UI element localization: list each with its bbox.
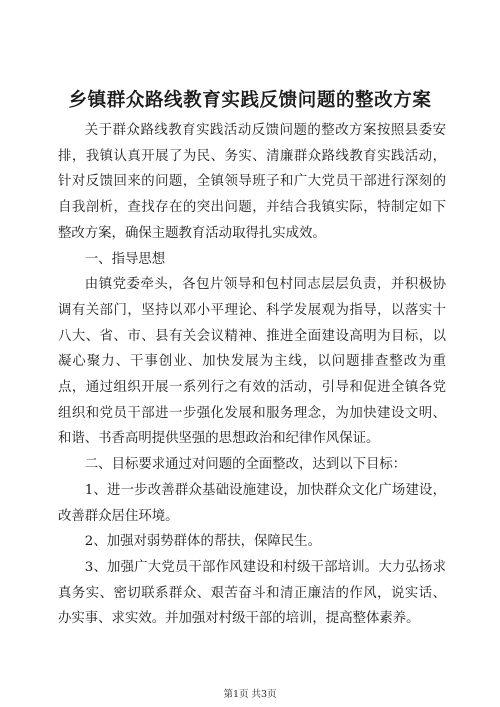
page-number: 第1页 共3页: [223, 689, 277, 700]
paragraph-goal-3: 3、加强广大党员干部作风建设和村级干部培训。大力弘扬求真务实、密切联系群众、艰苦奋斗和清正廉洁的作风，说实话、办实事、求实效。并加强对村级干部的培训，提高整体素养。: [58, 559, 446, 627]
section-heading-goals: 二、目标要求通过对问题的全面整改，达到以下目标：: [84, 457, 407, 473]
paragraph-guiding-thought: 由镇党委牵头，各包片领导和包村同志层层负责，并积极协调有关部门，坚持以邓小平理论、科学发展观为指导，以落实十八大、省、市、县有关会议精神、推进全面建设高明为目标，以凝心聚力、干事创业、加快发展为主线，以问题排查整改为重点，通过组织开展一系列行之有效的活动，引导和促进全镇各党组织和党员干部进一步强化发展和服务理念，为加快建设文明、和谐、书香高明提供坚强的思想政治和纪律作风保证。: [58, 277, 446, 447]
document-title: 乡镇群众路线教育实践反馈问题的整改方案: [68, 90, 432, 111]
document-body: [58, 118, 446, 632]
paragraph-intro: 关于群众路线教育实践活动反馈问题的整改方案按照县委安排，我镇认真开展了为民、务实、清廉群众路线教育实践活动，针对反馈回来的问题，全镇领导班子和广大党员干部进行深刻的自我剖析，查找存在的突出问题，并结合我镇实际，特制定如下整改方案，确保主题教育活动取得扎实成效。: [58, 123, 446, 241]
paragraph-goal-2: 2、加强对弱势群体的帮扶，保障民生。: [84, 534, 321, 550]
section-heading-guiding-thought: 一、指导思想: [84, 251, 166, 267]
paragraph-goal-1: 1、进一步改善群众基础设施建设，加快群众文化广场建设，改善群众居住环境。: [58, 482, 446, 524]
